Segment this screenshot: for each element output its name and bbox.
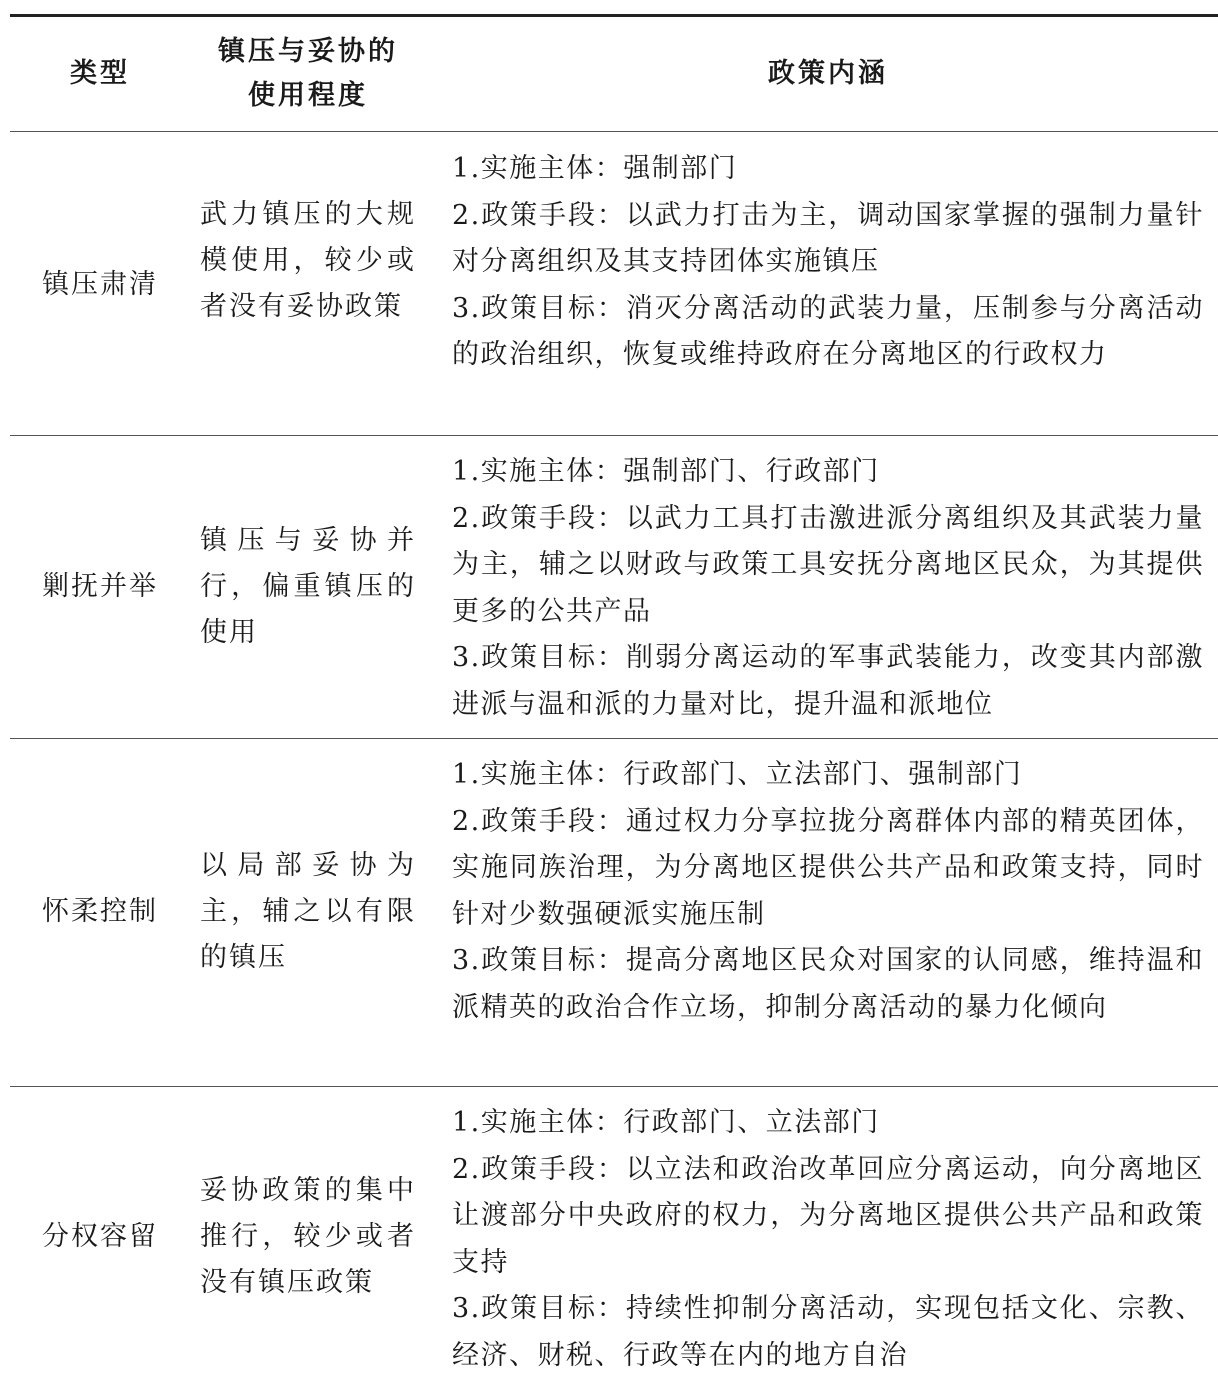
policy-item: 3.政策目标：消灭分离活动的武装力量，压制参与分离活动的政治组织，恢复或维持政府在分离地区的行政权力 [452, 292, 1204, 370]
policy-item: 2.政策手段：以立法和政治改革回应分离运动，向分离地区让渡部分中央政府的权力，为分离地区提供公共产品和政策支持 [452, 1153, 1204, 1278]
row-type: 镇压肃清 [42, 269, 158, 300]
row-policy [452, 1100, 1204, 1379]
row-degree: 妥协政策的集中推行，较少或者没有镇压政策 [200, 1175, 416, 1298]
row-degree: 武力镇压的大规模使用，较少或者没有妥协政策 [200, 199, 416, 322]
row-rule [10, 435, 1218, 436]
policy-item: 1.实施主体：强制部门 [452, 153, 738, 184]
header-policy: 政策内涵 [768, 58, 888, 89]
header-rule [10, 131, 1218, 132]
row-rule [10, 738, 1218, 739]
row-rule [10, 1086, 1218, 1087]
policy-item: 2.政策手段：以武力打击为主，调动国家掌握的强制力量针对分离组织及其支持团体实施镇压 [452, 199, 1204, 277]
header-degree-line1: 镇压与妥协的 [218, 36, 398, 67]
table-top-rule [10, 14, 1218, 17]
row-policy [452, 146, 1204, 379]
policy-item: 1.实施主体：行政部门、立法部门 [452, 1107, 880, 1138]
policy-item: 1.实施主体：强制部门、行政部门 [452, 456, 880, 487]
policy-item: 1.实施主体：行政部门、立法部门、强制部门 [452, 759, 1023, 790]
row-type: 剿抚并举 [42, 571, 158, 602]
policy-item: 2.政策手段：通过权力分享拉拢分离群体内部的精英团体，实施同族治理，为分离地区提供公共产品和政策支持，同时针对少数强硬派实施压制 [452, 805, 1204, 930]
row-type: 怀柔控制 [42, 896, 158, 927]
header-degree [196, 30, 420, 118]
row-type: 分权容留 [42, 1221, 158, 1252]
row-degree: 以局部妥协为主，辅之以有限的镇压 [200, 850, 416, 973]
row-degree: 镇压与妥协并行，偏重镇压的使用 [200, 525, 416, 648]
header-type: 类型 [70, 58, 130, 89]
row-policy [452, 449, 1204, 728]
policy-item: 3.政策目标：提高分离地区民众对国家的认同感，维持温和派精英的政治合作立场，抑制分离活动的暴力化倾向 [452, 945, 1204, 1023]
policy-item: 3.政策目标：持续性抑制分离活动，实现包括文化、宗教、经济、财税、行政等在内的地方自治 [452, 1293, 1204, 1371]
header-degree-line2: 使用程度 [248, 80, 368, 111]
policy-item: 2.政策手段：以武力工具打击激进派分离组织及其武装力量为主，辅之以财政与政策工具安抚分离地区民众，为其提供更多的公共产品 [452, 502, 1204, 627]
row-policy [452, 752, 1204, 1031]
policy-item: 3.政策目标：削弱分离运动的军事武装能力，改变其内部激进派与温和派的力量对比，提升温和派地位 [452, 642, 1204, 720]
